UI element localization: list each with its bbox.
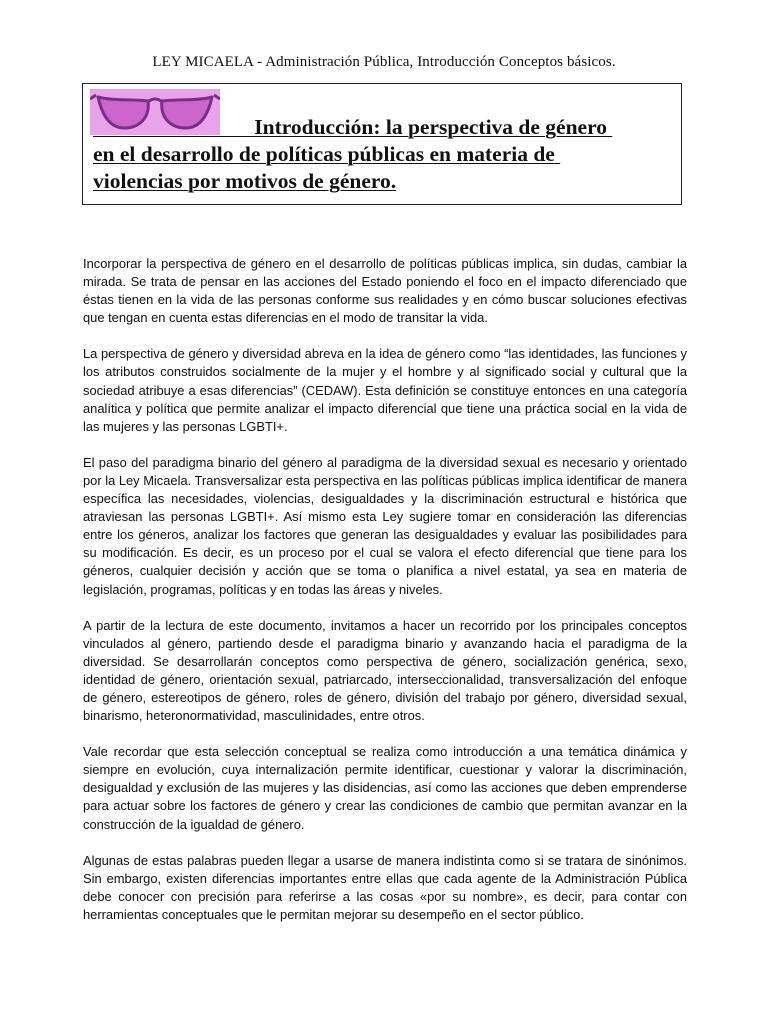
running-header: LEY MICAELA - Administración Pública, Introducción Conceptos básicos.: [152, 54, 616, 70]
paragraph: Incorporar la perspectiva de género en el desarrollo de políticas públicas implica, sin dudas, cambiar la mirada. Se trata de pensar en las acciones del Estado poniendo el foco en el impacto diferenciado que éstas tienen en la vida de las personas conforme sus realidades y en cómo buscar soluciones efectivas que tengan en cuenta estas diferencias en el modo de transitar la vida.: [83, 256, 687, 326]
page-title: Introducción: la perspectiva de género en el desarrollo de políticas públicas en materia de violencias por motivos de género.: [93, 115, 607, 193]
paragraph: El paso del paradigma binario del género al paradigma de la diversidad sexual es necesario y orientado por la Ley Micaela. Transversalizar esta perspectiva en las políticas públicas implica identificar de manera específica las necesidades, violencias, desigualdades y la discriminación estructural e histórica que atraviesan las personas LGBTI+. Así mismo esta Ley sugiere tomar en consideración las diferencias entre los géneros, analizar los factores que generan las desigualdades y evaluar las posibilidades para su modificación. Es decir, es un proceso por el cual se valora el efecto diferencial que tiene para los géneros, cualquier decisión y acción que se toma o planifica a nivel estatal, ya sea en materia de legislación, programas, políticas y en todas las áreas y niveles.: [83, 454, 687, 597]
paragraph: Algunas de estas palabras pueden llegar a usarse de manera indistinta como si se tratara de sinónimos. Sin embargo, existen diferencias importantes entre ellas que cada agente de la Administración Pública debe conocer con precisión para referirse a las cosas «por su nombre», es decir, para contar con herramientas conceptuales que le permitan mejorar su desempeño en el sector público.: [83, 852, 687, 922]
title-box: [82, 83, 682, 205]
paragraph: A partir de la lectura de este documento, invitamos a hacer un recorrido por los principales conceptos vinculados al género, partiendo desde el paradigma binario y avanzando hacia el paradigma de la diversidad. Se desarrollarán conceptos como perspectiva de género, socialización genérica, sexo, identidad de género, orientación sexual, patriarcado, interseccionalidad, transversalización del enfoque de género, estereotipos de género, roles de género, división del trabajo por género, diversidad sexual, binarismo, heteronormatividad, masculinidades, entre otros.: [83, 617, 687, 724]
document-body: [83, 255, 687, 942]
paragraph: Vale recordar que esta selección conceptual se realiza como introducción a una temática dinámica y siempre en evolución, cuya internalización permite identificar, cuestionar y valorar la discriminación, desigualdad y exclusión de las mujeres y las disidencias, así como las acciones que deben emprenderse para actuar sobre los factores de género y crear las condiciones de cambio que permitan avanzar en la construcción de la igualdad de género.: [83, 744, 687, 832]
paragraph: La perspectiva de género y diversidad abreva en la idea de género como “las identidades, las funciones y los atributos construidos socialmente de la mujer y el hombre y al significado social y cultural que la sociedad atribuye a esas diferencias” (CEDAW). Esta definición se constituye entonces en una categoría analítica y política que permite analizar el impacto diferencial que tiene una práctica social en la vida de las mujeres y las personas LGBTI+.: [83, 346, 687, 434]
